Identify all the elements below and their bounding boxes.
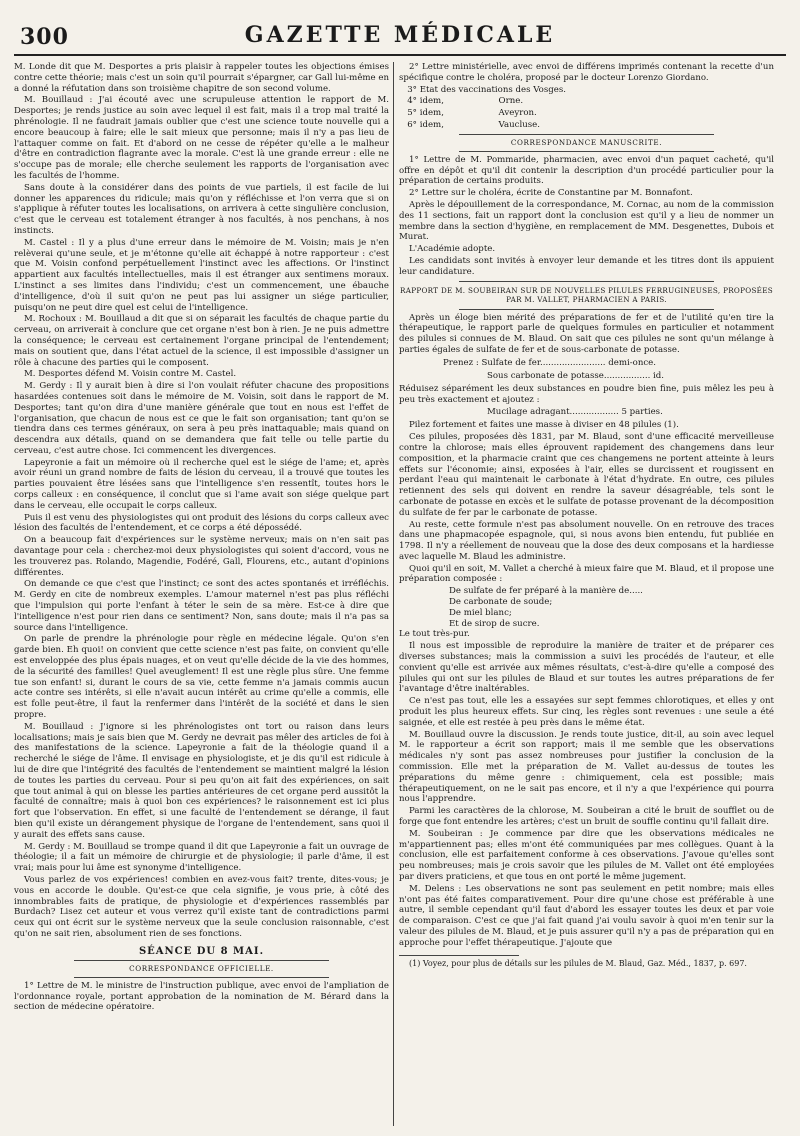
paragraph: On a beaucoup fait d'expériences sur le système nerveux; mais on n'en sait pas davantage pour cela : cherchez-moi deux physiologistes qui soient d'accord, vous ne les trouverez pas. Rolando, Magendie, Fodéré, Gall, Flourens, etc., autant d'opinions différentes. bbox=[14, 535, 389, 578]
paragraph: On demande ce que c'est que l'instinct; ce sont des actes spontanés et irréfléchis. M. Gerdy en cite de nombreux exemples. L'amour maternel n'est pas plus réfléchi que l'impulsion qui porte l'enfant à téter le sein de sa mère. Est-ce à dire que l'intelligence n'est pour rien dans ce sentiment? Non, sans doute; mais il n'a pas sa source dans l'intelligence. bbox=[14, 579, 389, 633]
paragraph-gerdy-1: M. Gerdy : Il y aurait bien à dire si l'on voulait réfuter chacune des propositions hasardées contenues soit dans le mémoire de M. Voisin, soit dans le rapport de M. Desportes; tant qu'on dira d'une manière générale que tout en nous est l'effet de l'organisation, que chacun de nous est ce que le fait son organisation; tant qu'on se tiendra dans ces termes généraux, on sera à peu près inattaquable; mais quand on descendra aux détails, quand on se demandera que fait telle ou telle partie du cerveau, c'est autre chose. Ici commencent les divergences. bbox=[14, 381, 389, 456]
correspondance-officielle-heading: CORRESPONDANCE OFFICIELLE. bbox=[129, 963, 274, 973]
paragraph-rochoux: M. Rochoux : M. Bouillaud a dit que si on séparait les facultés de chaque partie du cerveau, on arriverait à conclure que cet organe n'est bon à rien. Je ne puis admettre la conséquence; le cerveau est certainement l'organe principal de l'entendement; mais on soutient que, dans l'état actuel de la science, il est impossible d'assigner un rôle à chacune des parties qui le composent. bbox=[14, 314, 389, 368]
formula-line: Prenez : Sulfate de fer........................ demi-once. bbox=[443, 357, 656, 368]
paragraph-gerdy-2: M. Gerdy : M. Bouillaud se trompe quand il dit que Lapeyronie a fait un ouvrage de théologie; il a fait un mémoire de chirurgie et de physiologie; il parle d'âme, il est vrai; mais pour lui âme est synonyme d'intelligence. bbox=[14, 841, 389, 874]
paragraph: Ce n'est pas tout, elle les a essayées sur sept femmes chlorotiques, et elles y ont produit les plus heureux effets. Sur cinq, les règles sont revenues : une seule a été saignée, et elle est restée à peu près dans le même état. bbox=[399, 696, 774, 728]
paragraph: Ces pilules, proposées dès 1831, par M. Blaud, sont d'une efficacité merveilleuse contre la chlorose; mais elles éprouvent rapidement des changemens dans leur composition, et la pharmacie craint que ces changemens ne portent atteinte à leurs effets sur l'économie; ainsi, exposées à l'air, elles se durcissent et rougissent en perdant l'eau qui maintenait le carbonate à l'état d'hydrate. En outre, ces pilules retiennent des sels qui doivent en rendre la saveur désagréable, tels sont le carbonate de potasse en excès et le sulfate de potasse provenant de la décomposition du sulfate de fer par le carbonate de potasse. bbox=[399, 432, 774, 518]
paragraph: Lapeyronie a fait un mémoire où il recherche quel est le siége de l'ame; et, après avoir réuni un grand nombre de faits de lésion du cerveau, il a trouvé que toutes les parties pouvaient être lésées sans que l'intelligence s'en ressentît, toutes hors le corps calleux : en conséquence, il conclut que si l'ame avait son siége quelque part dans le cerveau, elle occupait le corps calleux. bbox=[14, 457, 389, 511]
officielle-item: 1° Lettre de M. le ministre de l'instruction publique, avec envoi de l'ampliation de l'ordonnance royale, portant approbation de la nomination de M. Bérard dans la section de médecine opératoire. bbox=[14, 980, 389, 1013]
manuscrite-item: Les candidats sont invités à envoyer leur demande et les titres dont ils appuient leur candidature. bbox=[399, 255, 774, 277]
composition-item: De miel blanc; bbox=[449, 607, 512, 618]
divider bbox=[459, 309, 714, 310]
paragraph-soubeiran: M. Soubeiran : Je commence par dire que les observations médicales ne m'appartiennent pas; elles m'ont été communiquées par mes collègues. Quant à la conclusion, elle est parfaitement conforme à ces observations. J'avoue qu'elles sont peu nombreuses; mais je crois savoir que les pilules de M. Vallet ont été employées par divers praticiens, et que tous en ont porté le même jugement. bbox=[399, 828, 774, 882]
text-columns bbox=[14, 62, 786, 1126]
vaccination-item: 4° idem, Orne. bbox=[407, 96, 524, 107]
vaccination-item: 5° idem, Aveyron. bbox=[407, 108, 537, 119]
formula-line: Sous carbonate de potasse................. id. bbox=[487, 370, 665, 381]
paragraph-delens: M. Delens : Les observations ne sont pas seulement en petit nombre; mais elles n'ont pas été faites comparativement. Pour dire qu'une chose est préférable à une autre, il semble cependant qu'il faut d'abord les essayer toutes les deux et par voie de comparaison. C'est ce que j'ai fait quand j'ai voulu savoir à quoi m'en tenir sur la valeur des pilules de M. Blaud, et je puis assurer qu'il n'y a pas de préparation qui en approche pour l'effet thérapeutique. J'ajoute que bbox=[399, 883, 774, 948]
mucilage-line: Mucilage adragant.................. 5 parties. bbox=[487, 407, 663, 418]
paragraph-bouillaud-1: M. Bouillaud : J'ai écouté avec une scrupuleuse attention le rapport de M. Desportes; je rends justice au soin avec lequel il est fait, mais il a trop mal traité la phrénologie. Il ne faudrait jamais oublier que c'est une science toute nouvelle qui a encore beaucoup à faire; elle le sait mieux que personne; mais il n'y a pas lieu de l'attaquer comme on fait. Et d'abord on ne cesse de répéter qu'elle a le malheur d'être en contradiction flagrante avec la morale. C'est là une grande erreur : elle ne s'occupe pas de morale; elle cherche seulement les rapports de l'organisation avec les facultés de l'homme. bbox=[14, 95, 389, 181]
manuscrite-item: 1° Lettre de M. Pommaride, pharmacien, avec envoi d'un paquet cacheté, qu'il offre en dépôt et qu'il dit contenir la description d'un procédé particulier pour la préparation de certains produits. bbox=[399, 154, 774, 187]
paragraph: On parle de prendre la phrénologie pour règle en médecine légale. Qu'on s'en garde bien. Eh quoi! on convient que cette science n'est pas faite, on convient qu'elle est enveloppée des plus épais nuages, et on veut qu'elle décide de la vie des hommes, de la sécurité des familles! Quel aveuglement! Il est une règle plus sûre. Une femme tue son enfant! si, durant le cours de sa vie, cette femme n'a jamais commis aucun acte contre ses intérêts, si elle n'avait aucun intérêt au crime qu'elle a commis, elle est folle peut-être, il faut la renfermer dans l'intérêt de la société et dans le sien propre. bbox=[14, 634, 389, 721]
vaccination-item: 6° idem, Vaucluse. bbox=[407, 119, 540, 130]
divider bbox=[74, 977, 329, 978]
paragraph-desportes: M. Desportes défend M. Voisin contre M. Castel. bbox=[24, 369, 237, 380]
ministerial-letter: 2° Lettre ministérielle, avec envoi de différens imprimés contenant la recette d'un spécifique contre le choléra, proposé par le docteur Lorenzo Giordano. bbox=[399, 62, 774, 83]
composition-item: De carbonate de soude; bbox=[449, 597, 553, 608]
composition-item: Et de sirop de sucre. bbox=[449, 618, 540, 629]
manuscrite-item: 2° Lettre sur le choléra, écrite de Constantine par M. Bonnafont. bbox=[409, 188, 693, 199]
page-header bbox=[14, 22, 786, 56]
footnote-divider bbox=[399, 955, 519, 956]
footnote: (1) Voyez, pour plus de détails sur les pilules de M. Blaud, Gaz. Méd., 1837, p. 697. bbox=[409, 958, 747, 968]
vaccination-item: 3° Etat des vaccinations des Vosges. bbox=[407, 84, 566, 95]
report-title: RAPPORT DE M. SOUBEIRAN SUR DE NOUVELLES PILULES FERRUGINEUSES, PROPOSÉES PAR M. VALLET, PHARMACIEN A PARIS. bbox=[400, 285, 773, 304]
paragraph: Parmi les caractères de la chlorose, M. Soubeiran a cité le bruit de soufflet ou de forge que font entendre les artères; c'est un bruit de souffle continu qu'il fallait dire. bbox=[399, 806, 774, 828]
correspondance-manuscrite-heading: CORRESPONDANCE MANUSCRITE. bbox=[510, 137, 663, 147]
page-number: 300 bbox=[20, 24, 69, 50]
paragraph-londe: M. Londe dit que M. Desportes a pris plaisir à rappeler toutes les objections émises contre cette théorie; mais c'est un soin qu'il pourrait s'épargner, car Gall lui-même en a donné la réfutation dans son troisième chapitre de son second volume. bbox=[14, 62, 389, 94]
paragraph-bouillaud-3: M. Bouillaud ouvre la discussion. Je rends toute justice, dit-il, au soin avec lequel M. le rapporteur a écrit son rapport; mais il me semble que les observations médicales n'y sont pas assez nombreuses pour justifier la conclusion de la commission. Elle met la préparation de M. Vallet au-dessus de toutes les préparations du même genre : chimiquement, cela est possible; mais thérapeutiquement, on ne le sait pas encore, et il n'y a que l'expérience qui pourra nous l'apprendre. bbox=[399, 729, 774, 805]
column-divider bbox=[393, 62, 394, 1126]
paragraph: Au reste, cette formule n'est pas absolument nouvelle. On en retrouve des traces dans une phapmacopée espagnole, qui, si nous avons bien entendu, fut publiée en 1798. Il n'y a réellement de nouveau que la dose des deux composans et la hardiesse avec laquelle M. Blaud les administre. bbox=[399, 519, 774, 562]
paragraph: Sans doute à la considérer dans des points de vue partiels, il est facile de lui donner les apparences du ridicule; mais qu'on y réfléchisse et l'on verra que si on s'applique à réfuter toutes les localisations, on arrivera à cette singulière conclusion, c'est que le cerveau est totalement étranger à nos facultés, à nos penchans, à nos instincts. bbox=[14, 182, 389, 236]
seance-title: SÉANCE DU 8 MAI. bbox=[138, 945, 265, 957]
composition-item: De sulfate de fer préparé à la manière de..... bbox=[449, 586, 643, 597]
right-column bbox=[399, 62, 774, 1126]
manuscrite-item: L'Académie adopte. bbox=[409, 244, 496, 255]
paragraph: Vous parlez de vos expériences! combien en avez-vous fait? trente, dites-vous; je vous en accorde le double. Qu'est-ce que cela signifie, je vous prie, à côté des innombrables faits de pratique, de physiologie et d'expériences rassemblés par Burdach? Lisez cet auteur et vous verrez qu'il existe tant de contradictions parmi ceux qui ont écrit sur le système nerveux que la seule conclusion raisonnable, c'est qu'on ne sait rien, absolument rien de ses fonctions. bbox=[14, 874, 389, 939]
divider bbox=[459, 134, 714, 135]
divider bbox=[74, 960, 329, 961]
paragraph: Quoi qu'il en soit, M. Vallet a cherché à mieux faire que M. Blaud, et il propose une préparation composée : bbox=[399, 563, 774, 585]
paragraph: Pilez fortement et faites une masse à diviser en 48 pilules (1). bbox=[409, 420, 679, 431]
journal-title: GAZETTE MÉDICALE bbox=[244, 22, 556, 48]
paragraph: Il nous est impossible de reproduire la manière de traiter et de préparer ces diverses substances; mais la commission a suivi les procédés de l'auteur, et elle convient qu'elle est arrivée aux mêmes résultats, c'est-à-dire qu'elle a composé des pilules qui ont sur les pilules de Blaud et sur toutes les autres préparations de fer l'avantage d'être inaltérables. bbox=[399, 641, 774, 695]
manuscrite-item: Après le dépouillement de la correspondance, M. Cornac, au nom de la commission des 11 sections, fait un rapport dont la conclusion est qu'il y a lieu de nommer un membre dans la section d'hygiène, en remplacement de MM. Desgenettes, Dubois et Murat. bbox=[399, 199, 774, 243]
le-tout: Le tout très-pur. bbox=[399, 629, 470, 640]
paragraph-castel: M. Castel : Il y a plus d'une erreur dans le mémoire de M. Voisin; mais je n'en relèverai qu'une seule, et je m'étonne qu'elle ait échappé à notre rapporteur : c'est que M. Voisin confond perpétuellement l'instinct avec les affections. Or l'instinct appartient aux facultés intellectuelles, mais il est étranger aux sentimens moraux. L'instinct a ses limites dans l'individu; c'est un commencement, une ébauche d'intelligence, d'où il suit qu'on ne peut pas lui assigner un siége particulier, puisqu'on ne peut dire quel est celui de l'intelligence. bbox=[14, 237, 389, 313]
divider bbox=[459, 151, 714, 152]
paragraph: Puis il est venu des physiologistes qui ont produit des lésions du corps calleux avec lésion des facultés de l'entendement, et ce corps a été dépossédé. bbox=[14, 512, 389, 534]
left-column bbox=[14, 62, 389, 1126]
reduce-instructions: Réduisez séparément les deux substances en poudre bien fine, puis mêlez les peu à peu très exactement et ajoutez : bbox=[399, 383, 774, 405]
divider bbox=[459, 281, 714, 282]
paragraph-bouillaud-2: M. Bouillaud : J'ignore si les phrénologistes ont tort ou raison dans leurs localisations; mais je sais bien que M. Gerdy ne devrait pas mêler des articles de foi à des manifestations de la science. Lapeyronie a fait de la théologie quand il a recherché le siége de l'âme. Il envisage en physiologiste, et je dis qu'il est ridicule à lui de dire que l'intégrité des facultés de l'entendement se maintient malgré la lésion de toutes les parties du cerveau. Pour si peu qu'on ait fait des expériences, on sait que tout animal à qui on blesse les parties antérieures de cet organe perd aussitôt la faculté de connaître; mais à quoi bon ces expériences? le raisonnement est ici plus fort que l'observation. En effet, si une faculté de l'entendement se dérange, il faut bien qu'il existe un dérangement physique de l'organe de l'entendement, sans quoi il y aurait des effets sans cause. bbox=[14, 721, 389, 840]
report-intro: Après un éloge bien mérité des préparations de fer et de l'utilité qu'en tire la thérapeutique, le rapport parle de quelques formules en particulier et notamment des pilules si connues de M. Blaud. On sait que ces pilules ne sont qu'un mélange à parties égales de sulfate de fer et de sous-carbonate de potasse. bbox=[399, 312, 774, 355]
